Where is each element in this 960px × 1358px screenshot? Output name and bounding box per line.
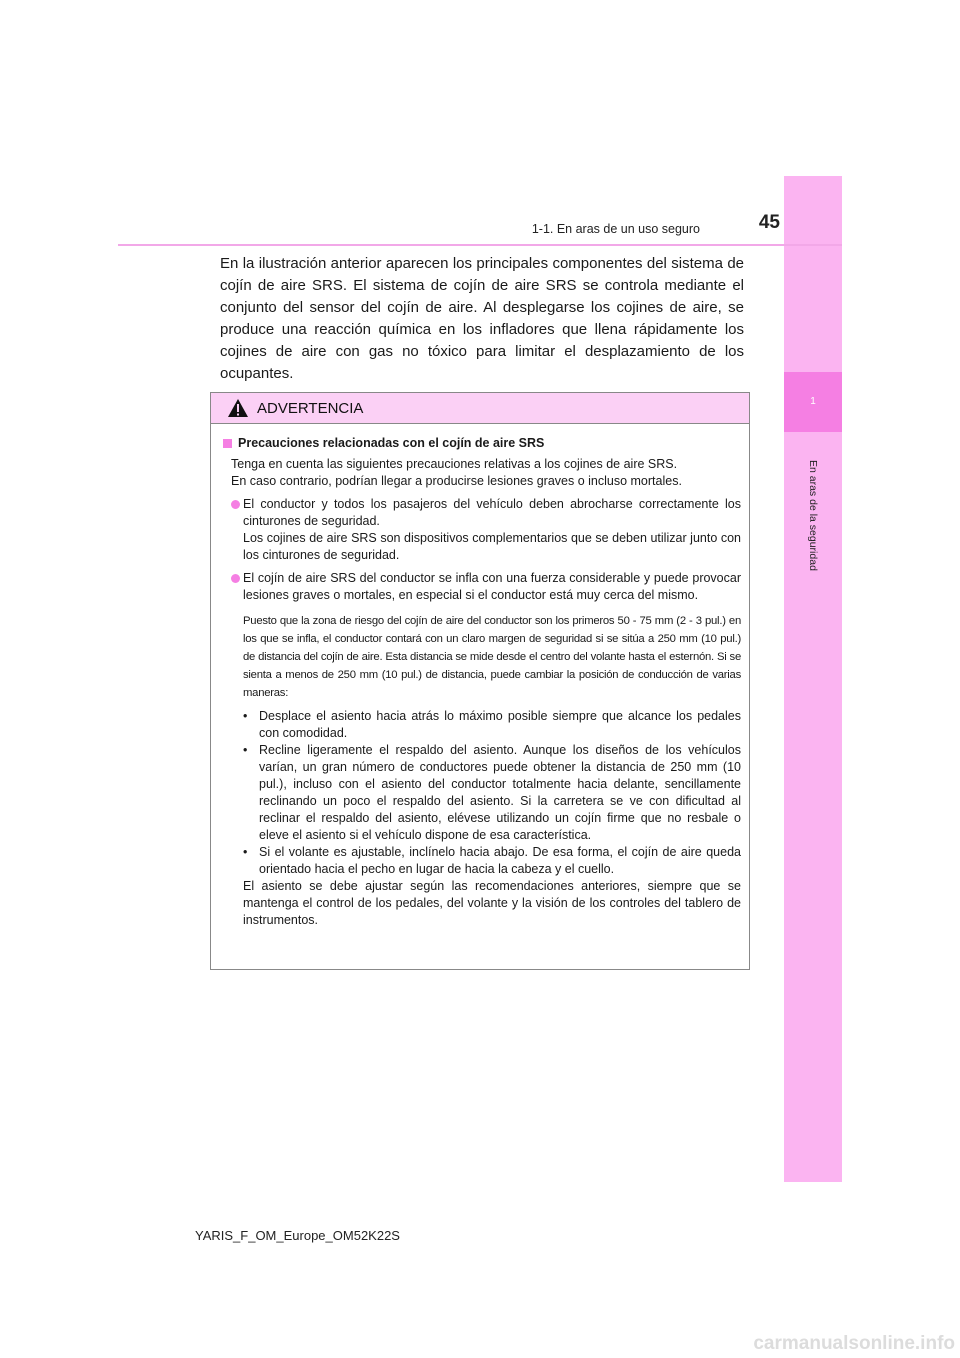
closing-paragraph: El asiento se debe ajustar según las recomendaciones anteriores, siempre que se mantenga el control de los pedales, del volante y la visión de los controles del tablero de instrumentos.	[243, 879, 741, 927]
section-title: 1-1. En aras de un uso seguro	[531, 222, 700, 236]
document-code: YARIS_F_OM_Europe_OM52K22S	[195, 1228, 400, 1243]
watermark-logo	[705, 1325, 957, 1357]
header-divider	[118, 244, 842, 246]
page-number: 45	[758, 212, 780, 233]
circle-bullet-icon	[231, 500, 240, 509]
bullet-seatbelts	[223, 496, 741, 564]
bullet-driver-airbag	[223, 570, 741, 604]
position-tips-list	[243, 708, 741, 878]
list-item-text: Desplace el asiento hacia atrás lo máximo posible siempre que alcance los pedales con comodidad.	[259, 709, 741, 740]
list-marker: •	[243, 743, 248, 757]
list-item	[243, 844, 741, 878]
list-item	[243, 708, 741, 742]
chapter-title-vertical	[784, 440, 842, 590]
chapter-number: 1	[784, 372, 842, 432]
bullet-seatbelts-text-b: Los cojines de aire SRS son dispositivos complementarios que se deben utilizar junto con los cinturones de seguridad.	[243, 531, 741, 562]
intro-paragraph: En la ilustración anterior aparecen los principales componentes del sistema de cojín de aire SRS. El sistema de cojín de aire SRS se controla mediante el conjunto del sensor del cojín de aire. Al desplegarse los cojines de aire, se produce una reacción química en los infladores que llena rápidamente los cojines de aire con gas no tóxico para limitar el desplazamiento de los ocupantes.	[220, 255, 744, 382]
warning-lead: Tenga en cuenta las siguientes precauciones relativas a los cojines de aire SRS.	[231, 457, 678, 471]
warning-title-text: Precauciones relacionadas con el cojín de aire SRS	[238, 436, 545, 450]
list-marker: •	[243, 845, 248, 859]
warning-triangle-icon	[227, 398, 249, 418]
list-item	[243, 742, 741, 844]
bullet-driver-airbag-text: El cojín de aire SRS del conductor se infla con una fuerza considerable y puede provocar lesiones graves o mortales, en especial si el conductor está muy cerca del mismo.	[243, 571, 741, 602]
circle-bullet-icon	[231, 574, 240, 583]
square-bullet-icon	[223, 439, 232, 448]
warning-header	[211, 393, 749, 424]
warning-body	[211, 424, 749, 929]
distance-note: Puesto que la zona de riesgo del cojín de aire del conductor son los primeros 50 - 75 mm (2 - 3 pul.) en los que se infla, el conductor contará con un claro margen de seguridad si se sitúa a 250 mm (10 pul.) de distancia del cojín de aire. Esta distancia se mide desde el centro del volante hasta el esternón. Si se sienta a menos de 250 mm (10 pul.) de distancia, puede cambiar la posición de conducción de varias maneras:	[243, 615, 741, 699]
warning-title	[223, 435, 741, 452]
chapter-title: En aras de la seguridad	[807, 459, 819, 571]
warning-lead-2: En caso contrario, podrían llegar a producirse lesiones graves o incluso mortales.	[231, 474, 682, 488]
warning-label: ADVERTENCIA	[257, 399, 364, 417]
list-marker: •	[243, 709, 248, 723]
warning-box	[210, 392, 750, 970]
list-item-text: Recline ligeramente el respaldo del asiento. Aunque los diseños de los vehículos varían, un gran número de conductores puede obtener la distancia de 250 mm (10 pul.), incluso con el asiento del conductor totalmente hacia delante, sencillamente reclinando un poco el respaldo del asiento. Si la carretera se ve con dificultad al reclinar el respaldo del asiento, elévese utilizando un cojín firme que no resbale o eleve el asiento si el vehículo dispone de esa característica.	[259, 743, 741, 842]
chapter-side-tab	[784, 176, 842, 1182]
list-item-text: Si el volante es ajustable, inclínelo hacia abajo. De esa forma, el cojín de aire queda orientado hacia el pecho en lugar de hacia la cabeza y el cuello.	[259, 845, 741, 876]
bullet-seatbelts-text-a: El conductor y todos los pasajeros del vehículo deben abrocharse correctamente los cinturones de seguridad.	[243, 497, 741, 528]
watermark-text: carmanualsonline.info	[753, 1333, 955, 1354]
